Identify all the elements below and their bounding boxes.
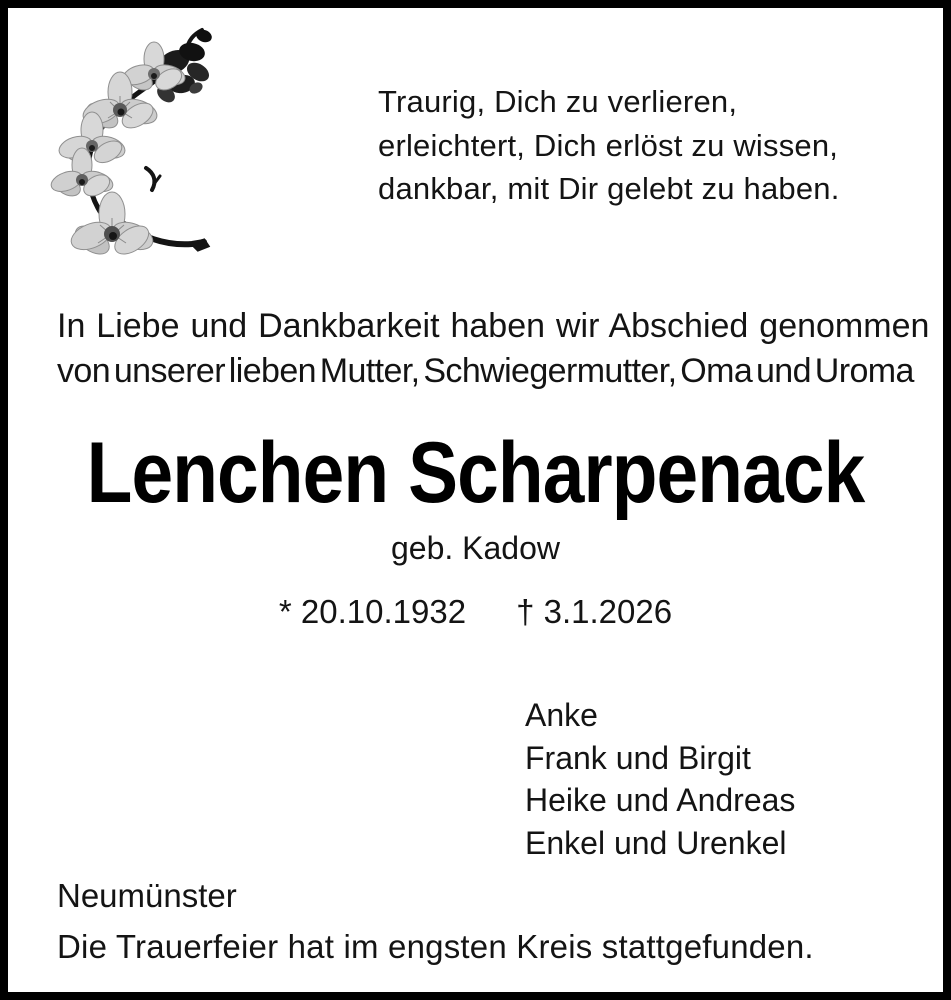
mourners-list [525, 694, 795, 864]
intro-block [57, 304, 929, 394]
orchid-image [46, 22, 228, 280]
life-dates [8, 593, 943, 631]
mourner-name: Heike und Andreas [525, 782, 796, 818]
maiden-name: geb. Kadow [390, 530, 560, 566]
death-date: † 3.1.2026 [516, 593, 673, 630]
mourner-name: Enkel und Urenkel [525, 824, 787, 861]
orchid-icon [46, 22, 228, 280]
verse-line: dankbar, mit Dir gelebt zu haben. [378, 171, 840, 206]
city: Neumünster [57, 877, 237, 914]
deceased-name: Lenchen Scharpenack [86, 425, 865, 521]
intro-line: In Liebe und Dankbarkeit haben wir Abschied genommen [57, 307, 930, 345]
mourner-name: Frank und Birgit [525, 739, 751, 776]
closing-line: Die Trauerfeier hat im engsten Kreis stattgefunden. [57, 928, 814, 965]
mourner-name: Anke [525, 697, 598, 733]
verse-block [378, 80, 840, 211]
intro-line: von unserer lieben Mutter, Schwiegermutter, Oma und Uroma [57, 352, 914, 390]
birth-date: * 20.10.1932 [278, 593, 467, 630]
verse-line: Traurig, Dich zu verlieren, [378, 84, 738, 119]
verse-line: erleichtert, Dich erlöst zu wissen, [378, 127, 839, 163]
